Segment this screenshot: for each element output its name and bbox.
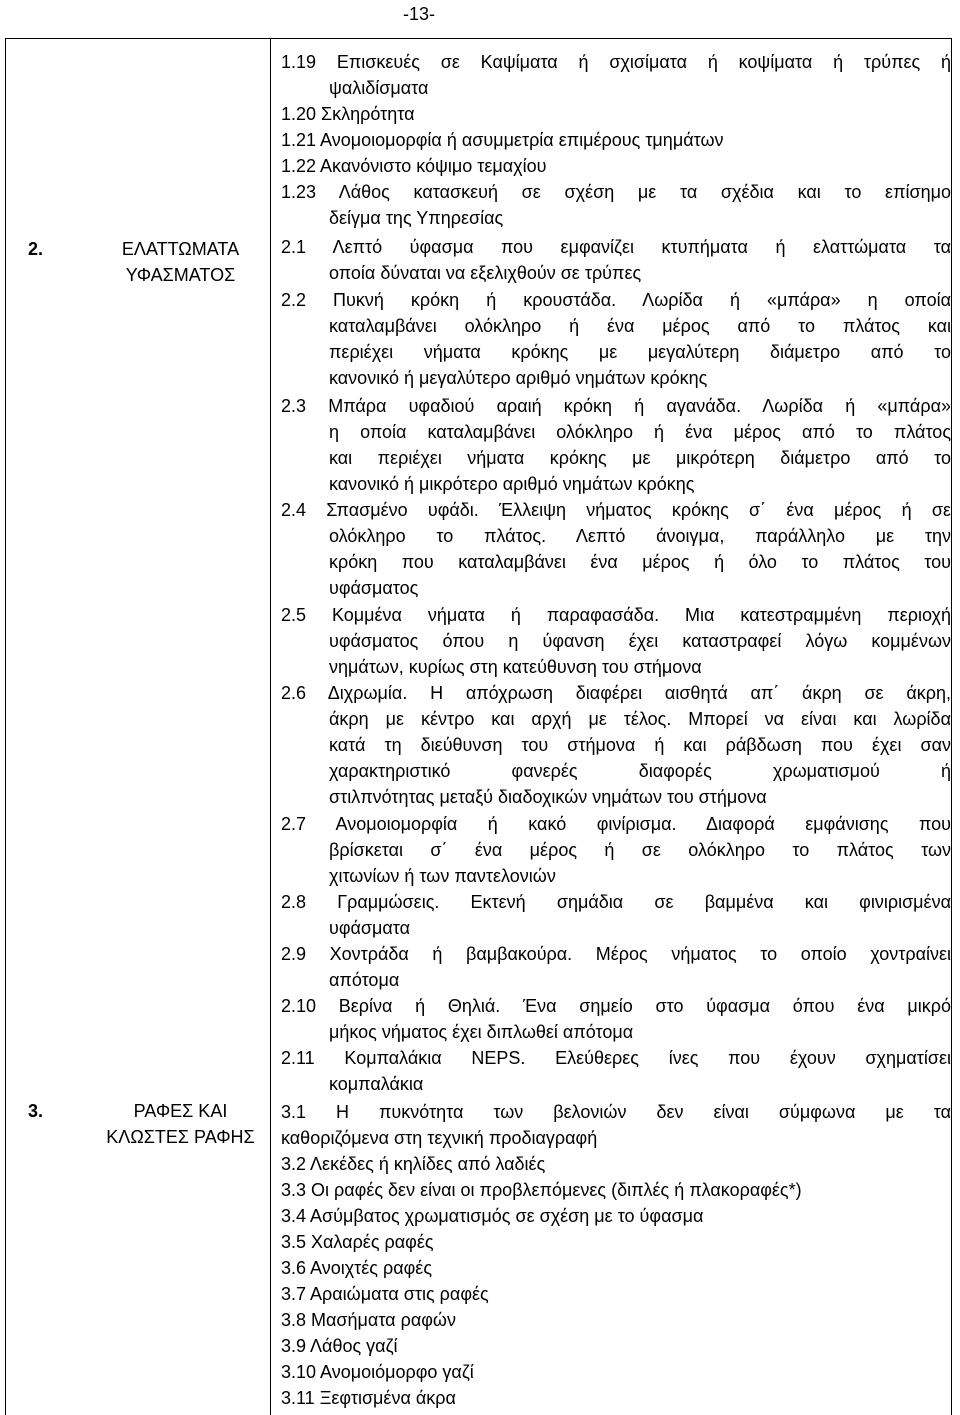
- text-line: στιλπνότητας μεταξύ διαδοχικών νημάτων του στήμονα: [329, 787, 767, 807]
- text-line: η οποία καταλαμβάνει ολόκληρο ή ένα μέρος από το πλάτος: [329, 422, 951, 442]
- text-line: 2.2 Πυκνή κρόκη ή κρουστάδα. Λωρίδα ή «μπάρα» η οποία: [281, 290, 951, 310]
- text-line: 3.9 Λάθος γαζί: [281, 1336, 398, 1356]
- section-title-line: ΥΦΑΣΜΑΤΟΣ: [125, 265, 236, 285]
- section-number: 2.: [28, 239, 44, 259]
- text-line: οποία δύναται να εξελιχθούν σε τρύπες: [329, 263, 642, 283]
- text-line: περιέχει νήματα κρόκης με μεγαλύτερη διάμετρο από το: [329, 342, 951, 362]
- text-line: 2.8 Γραμμώσεις. Εκτενή σημάδια σε βαμμένα και φινιρισμένα: [281, 892, 951, 912]
- text-line: ψαλιδίσματα: [329, 78, 429, 98]
- section-number: 3.: [28, 1101, 44, 1121]
- text-line: χαρακτηριστικό φανερές διαφορές χρωματισμού ή: [329, 761, 951, 781]
- text-line: 2.7 Ανομοιομορφία ή κακό φινίρισμα. Διαφορά εμφάνισης που: [281, 814, 951, 834]
- text-line: απότομα: [329, 970, 400, 990]
- section-title: [73, 1098, 288, 1150]
- text-line: 3.6 Ανοιχτές ραφές: [281, 1258, 432, 1278]
- text-line: 3.11 Ξεφτισμένα άκρα: [281, 1388, 456, 1408]
- text-line: άκρη με κέντρο και αρχή με τέλος. Μπορεί να είναι και λωρίδα: [329, 709, 951, 729]
- text-line: μήκος νήματος έχει διπλωθεί απότομα: [329, 1022, 634, 1042]
- text-line: 3.2 Λεκέδες ή κηλίδες από λαδιές: [281, 1154, 546, 1174]
- text-line: 3.1 Η πυκνότητα των βελονιών δεν είναι σύμφωνα με τα: [281, 1102, 951, 1122]
- text-line: βρίσκεται σ΄ ένα μέρος ή σε ολόκληρο το πλάτος των: [329, 840, 951, 860]
- text-line: και περιέχει νήματα κρόκης με μικρότερη διάμετρο από το: [329, 448, 951, 468]
- text-line: 2.3 Μπάρα υφαδιού αραιή κρόκη ή αγανάδα. Λωρίδα ή «μπάρα»: [281, 396, 951, 416]
- text-line: κρόκη που καταλαμβάνει ένα μέρος ή όλο το πλάτος του: [329, 552, 951, 572]
- text-line: 2.4 Σπασμένο υφάδι. Έλλειψη νήματος κρόκης σ΄ ένα μέρος ή σε: [281, 500, 951, 520]
- text-line: κανονικό ή μεγαλύτερο αριθμό νημάτων κρόκης: [329, 368, 708, 388]
- text-line: 1.20 Σκληρότητα: [281, 104, 415, 124]
- text-line: 2.9 Χοντράδα ή βαμβακούρα. Μέρος νήματος το οποίο χοντραίνει: [281, 944, 951, 964]
- text-line: νημάτων, κυρίως στη κατεύθυνση του στήμονα: [329, 657, 702, 677]
- section-title-line: ΡΑΦΕΣ ΚΑΙ: [133, 1101, 228, 1121]
- page-number: -13-: [403, 4, 436, 24]
- text-line: 1.19 Επισκευές σε Καψίματα ή σχισίματα ή κοψίματα ή τρύπες ή: [281, 52, 951, 72]
- text-line: 3.5 Χαλαρές ραφές: [281, 1232, 434, 1252]
- text-line: κομπαλάκια: [329, 1074, 424, 1094]
- section-title-line: ΕΛΑΤΤΩΜΑΤΑ: [121, 239, 240, 259]
- text-line: 3.4 Ασύμβατος χρωματισμός σε σχέση με το ύφασμα: [281, 1206, 704, 1226]
- text-line: καθοριζόμενα στη τεχνική προδιαγραφή: [281, 1128, 598, 1148]
- text-line: 2.5 Κομμένα νήματα ή παραφασάδα. Μια κατεστραμμένη περιοχή: [281, 605, 951, 625]
- text-line: 2.11 Κομπαλάκια NEPS. Ελεύθερες ίνες που έχουν σχηματίσει: [281, 1048, 951, 1068]
- text-line: 3.10 Ανομοιόμορφο γαζί: [281, 1362, 474, 1382]
- text-line: κατά τη διεύθυνση του στήμονα ή και ράβδωση που έχει σαν: [329, 735, 951, 755]
- text-line: 1.22 Ακανόνιστο κόψιμο τεμαχίου: [281, 156, 547, 176]
- text-line: 1.21 Ανομοιομορφία ή ασυμμετρία επιμέρους τμημάτων: [281, 130, 724, 150]
- text-line: 3.8 Μασήματα ραφών: [281, 1310, 456, 1330]
- text-line: χιτωνίων ή των παντελονιών: [329, 866, 556, 886]
- text-line: 2.1 Λεπτό ύφασμα που εμφανίζει κτυπήματα ή ελαττώματα τα: [281, 237, 951, 257]
- text-line: 1.23 Λάθος κατασκευή σε σχέση με τα σχέδια και το επίσημο: [281, 182, 951, 202]
- text-line: υφάσματος όπου η ύφανση έχει καταστραφεί λόγω κομμένων: [329, 631, 951, 651]
- text-line: δείγμα της Υπηρεσίας: [329, 208, 504, 228]
- text-line: ολόκληρο το πλάτος. Λεπτό άνοιγμα, παράλληλο με την: [329, 526, 951, 546]
- text-line: 3.7 Αραιώματα στις ραφές: [281, 1284, 489, 1304]
- text-line: καταλαμβάνει ολόκληρο ή ένα μέρος από το πλάτος και: [329, 316, 951, 336]
- text-line: 3.3 Οι ραφές δεν είναι οι προβλεπόμενες (διπλές ή πλακοραφές*): [281, 1180, 802, 1200]
- text-line: 2.10 Βερίνα ή Θηλιά. Ένα σημείο στο ύφασμα όπου ένα μικρό: [281, 996, 951, 1016]
- section-title-line: ΚΛΩΣΤΕΣ ΡΑΦΗΣ: [106, 1127, 255, 1147]
- text-line: υφάσματα: [329, 918, 411, 938]
- text-line: υφάσματος: [329, 578, 419, 598]
- text-line: κανονικό ή μικρότερο αριθμό νημάτων κρόκης: [329, 474, 695, 494]
- section-title: [73, 236, 288, 288]
- text-line: 2.6 Διχρωμία. Η απόχρωση διαφέρει αισθητά απ΄ άκρη σε άκρη,: [281, 683, 951, 703]
